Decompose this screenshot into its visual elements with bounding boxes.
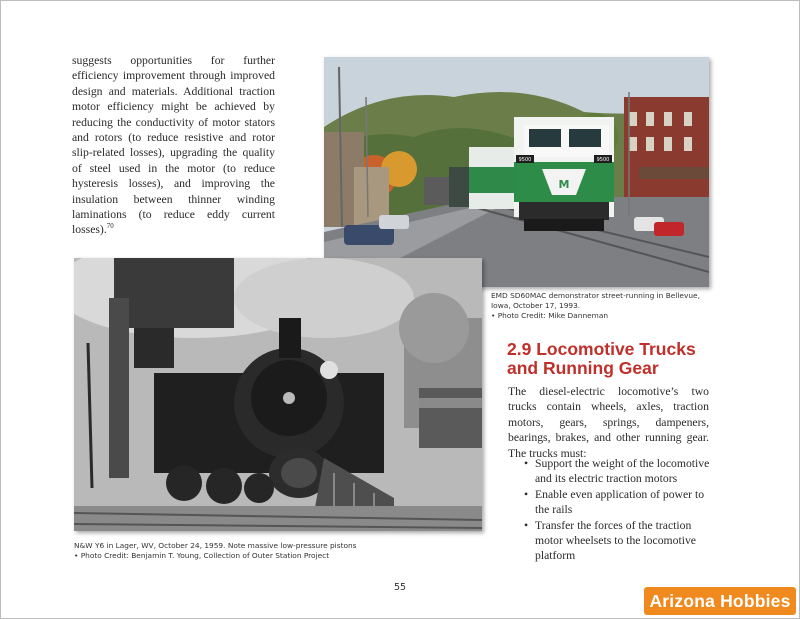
section-title-line1: Locomotive Trucks xyxy=(536,339,696,359)
page-number: 55 xyxy=(393,582,407,593)
section-number: 2.9 xyxy=(507,339,532,359)
bottom-caption-description: N&W Y6 in Lager, WV, October 24, 1959. Note massive low-pressure pistons xyxy=(74,541,357,550)
intro-paragraph xyxy=(72,53,275,238)
top-photo-caption xyxy=(491,291,716,321)
footnote-marker: 70 xyxy=(106,222,114,231)
list-item xyxy=(524,456,710,487)
list-item-text: Enable even application of power to the rails xyxy=(535,487,705,517)
top-caption-credit: • Photo Credit: Mike Danneman xyxy=(491,311,609,320)
bottom-photo-caption xyxy=(74,541,374,561)
intro-text: suggests opportunities for further efficiency improvement through improved design and materials. Additional traction motor efficiency might be achieved by reducing the conductivity of motor stators and rotors (to reduce resistive and rotor slip-related losses), upgrading the quality of steel used in the motor (to reduce hysteresis losses), and improving the insulation between thinner winding laminations (to reduce eddy current losses). xyxy=(72,54,275,237)
bullet-marker: • xyxy=(524,457,529,470)
top-caption-description: EMD SD60MAC demonstrator street-running in Bellevue, Iowa, October 17, 1993. xyxy=(491,291,700,310)
list-item xyxy=(524,487,710,518)
bottom-caption-credit: • Photo Credit: Benjamin T. Young, Collection of Outer Station Project xyxy=(74,551,330,560)
number-plate-right: 9500 xyxy=(596,157,610,163)
list-item xyxy=(524,518,710,564)
number-plate-left: 9500 xyxy=(518,157,532,163)
section-heading xyxy=(507,340,717,378)
svg-text:M: M xyxy=(558,178,570,191)
steam-locomotive-photo xyxy=(74,258,482,531)
bullet-marker: • xyxy=(524,487,529,501)
list-item-text: Support the weight of the locomotive and its electric traction motors xyxy=(535,457,710,486)
section-title-line2: and Running Gear xyxy=(507,358,659,378)
section-paragraph: The diesel-electric locomotive’s two trucks contain wheels, axles, traction motors, gears, springs, dampeners, bearings, brakes, and other running gear. The trucks must: xyxy=(508,385,709,460)
list-item-text: Transfer the forces of the traction motor wheelsets to the locomotive platform xyxy=(535,518,696,563)
arizona-hobbies-watermark: Arizona Hobbies xyxy=(644,587,796,615)
locomotive-street-running-photo xyxy=(324,57,709,287)
requirements-list xyxy=(524,456,710,564)
bullet-marker: • xyxy=(524,518,529,532)
